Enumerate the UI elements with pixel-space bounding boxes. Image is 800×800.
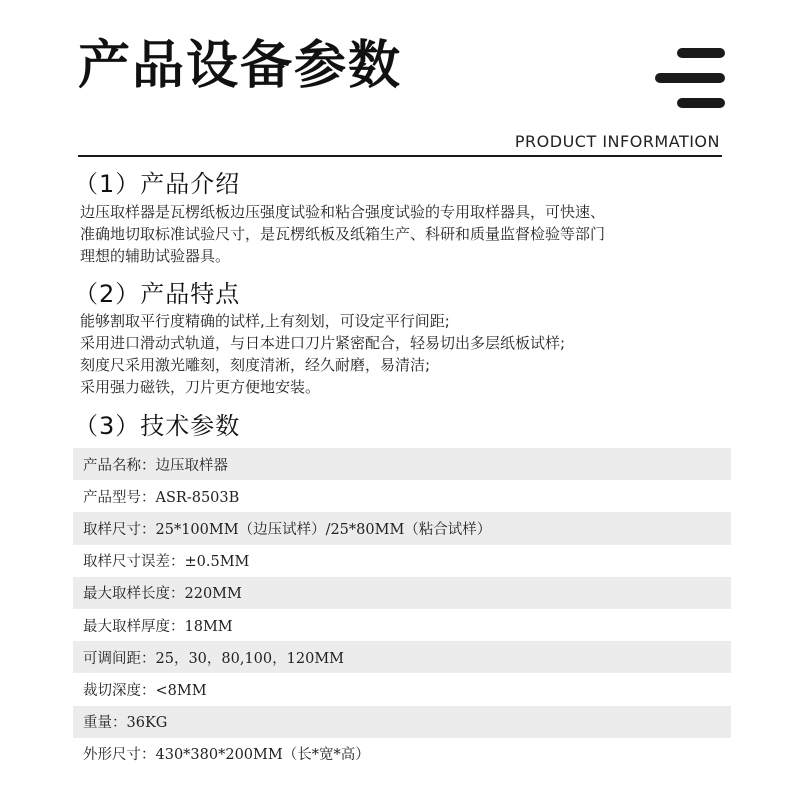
header-divider: [78, 155, 722, 157]
feature-line: 刻度尺采用激光雕刻，刻度清淅，经久耐磨，易清洁;: [80, 356, 431, 374]
section-heading-intro: （1）产品介绍: [74, 170, 241, 198]
spec-row: 产品型号：ASR-8503B: [83, 489, 240, 506]
spec-row: 取样尺寸：25*100MM（边压试样）/25*80MM（粘合试样）: [73, 512, 731, 544]
stacked-bars-icon: [655, 48, 725, 108]
intro-line: 准确地切取标准试验尺寸，是瓦楞纸板及纸箱生产、科研和质量监督检验等部门: [80, 225, 606, 243]
intro-line: 边压取样器是瓦楞纸板边压强度试验和粘合强度试验的专用取样器具，可快速、: [80, 203, 606, 221]
feature-line: 采用强力磁铁，刀片更方便地安装。: [80, 378, 321, 396]
spec-row: 产品名称：边压取样器: [73, 448, 731, 480]
section-heading-features: （2）产品特点: [74, 280, 241, 308]
section-features-text: [80, 310, 730, 398]
spec-row: 可调间距：25，30，80,100，120MM: [73, 641, 731, 673]
spec-row: 最大取样长度：220MM: [73, 577, 731, 609]
spec-row: 最大取样厚度：18MM: [83, 618, 233, 635]
spec-table: [73, 448, 731, 770]
spec-row: 裁切深度：<8MM: [83, 682, 207, 699]
section-heading-specs: （3）技术参数: [74, 412, 241, 440]
intro-line: 理想的辅助试验器具。: [80, 247, 231, 265]
spec-row: 取样尺寸误差：±0.5MM: [83, 554, 250, 571]
spec-row: 重量：36KG: [73, 706, 731, 738]
section-intro-text: [80, 201, 730, 267]
spec-row: 外形尺寸：430*380*200MM（长*宽*高）: [83, 747, 370, 764]
page-title: 产品设备参数: [78, 36, 403, 96]
page-subtitle: PRODUCT INFORMATION: [514, 132, 720, 151]
feature-line: 采用进口滑动式轨道，与日本进口刀片紧密配合，轻易切出多层纸板试样;: [80, 334, 566, 352]
feature-line: 能够割取平行度精确的试样,上有刻划，可设定平行间距;: [80, 312, 450, 330]
